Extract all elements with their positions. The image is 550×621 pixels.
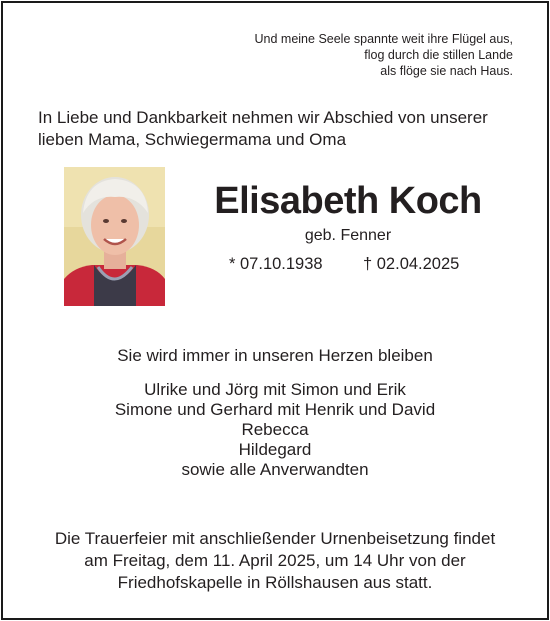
service-line: Die Trauerfeier mit anschließender Urnenbeisetzung findet (54, 529, 496, 548)
intro-text (38, 107, 528, 151)
obituary-notice (1, 1, 549, 620)
portrait-illustration (64, 167, 165, 306)
poem-line: als flöge sie nach Haus. (380, 64, 513, 78)
poem (193, 31, 513, 79)
intro-line: lieben Mama, Schwiegermama und Oma (38, 130, 347, 149)
mourner-line: Simone und Gerhard mit Henrik und David (114, 400, 436, 419)
mourner-line: sowie alle Anverwandten (181, 460, 369, 479)
motto: Sie wird immer in unseren Herzen bleiben (117, 346, 433, 365)
mourner-line: Ulrike und Jörg mit Simon und Erik (144, 380, 406, 399)
mourner-line: Rebecca (241, 420, 309, 439)
poem-line: flog durch die stillen Lande (364, 48, 513, 62)
mourners-list (3, 380, 547, 480)
poem-line: Und meine Seele spannte weit ihre Flügel aus, (254, 32, 513, 46)
intro-line: In Liebe und Dankbarkeit nehmen wir Abschied von unserer (38, 108, 488, 127)
portrait-photo (64, 167, 165, 306)
service-line: Friedhofskapelle in Röllshausen aus statt. (117, 573, 433, 592)
mourner-line: Hildegard (238, 440, 312, 459)
birth-name: geb. Fenner (304, 227, 392, 244)
deceased-name: Elisabeth Koch (214, 180, 482, 222)
funeral-service-info (3, 528, 547, 594)
birth-date: * 07.10.1938 (229, 255, 323, 273)
service-line: am Freitag, dem 11. April 2025, um 14 Uhr von der (84, 551, 466, 570)
death-date: † 02.04.2025 (363, 255, 460, 273)
